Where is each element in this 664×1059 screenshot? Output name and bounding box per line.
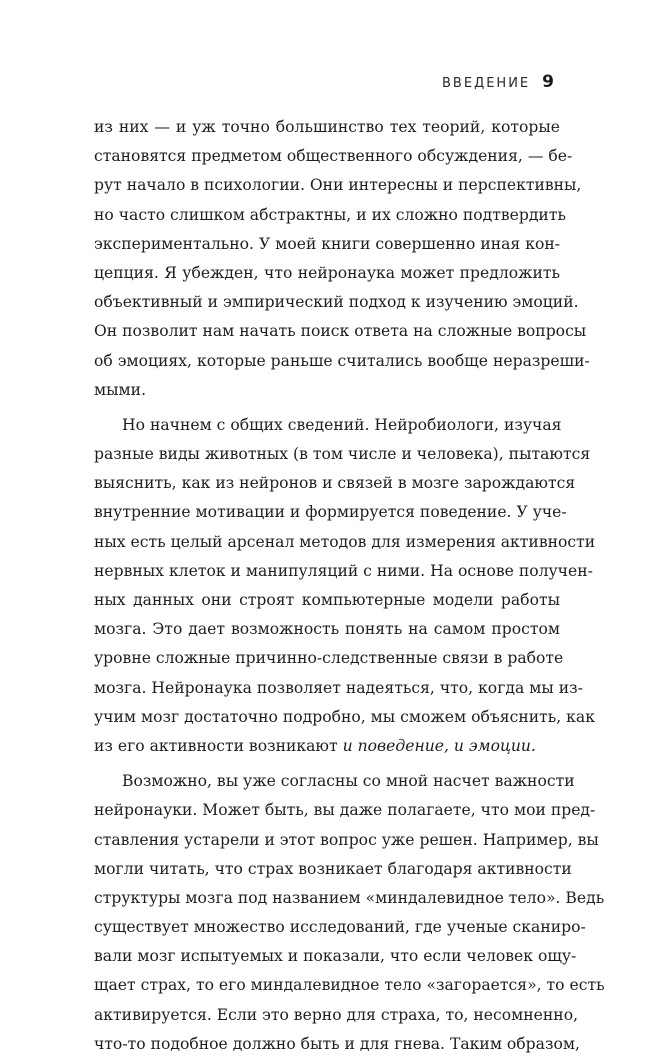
text-line: но часто слишком абстрактны, и их сложно подтвердить — [94, 205, 566, 224]
text-line: ных есть целый арсенал методов для измерения активности — [94, 532, 596, 551]
text-line: Он позволит нам начать поиск ответа на сложные вопросы — [94, 322, 587, 341]
paragraph-1 — [94, 113, 590, 405]
text-line: рут начало в психологии. Они интересны и перспективны, — [94, 176, 582, 195]
text-run: из его активности возникают — [94, 736, 343, 755]
text-line: разные виды животных (в том числе и человека), пытаются — [94, 445, 591, 464]
text-line: ставления устарели и этот вопрос уже решен. Например, вы — [94, 830, 599, 849]
text-line: выяснить, как из нейронов и связей в мозге зарождаются — [94, 474, 576, 493]
text-line: что-то подобное должно быть и для гнева. Таким образом, — [94, 1034, 580, 1053]
body-text — [94, 113, 605, 1059]
text-line: мозга. Нейронаука позволяет надеяться, что, когда мы из- — [94, 678, 583, 697]
text-line: становятся предметом общественного обсуждения, — бе- — [94, 147, 573, 166]
text-line: об эмоциях, которые раньше считались вообще неразреши- — [94, 351, 590, 370]
text-line: структуры мозга под названием «миндалевидное тело». Ведь — [94, 888, 605, 907]
text-line: из них — и уж точно большинство тех теорий, которые — [94, 118, 560, 136]
text-line: могли читать, что страх возникает благодаря активности — [94, 859, 572, 878]
section-title: ВВЕДЕНИЕ — [442, 76, 531, 91]
text-line: Но начнем с общих сведений. Нейробиологи, изучая — [122, 415, 562, 434]
paragraph-2 — [94, 411, 596, 761]
paragraph-3 — [94, 767, 605, 1059]
text-line — [94, 732, 560, 761]
text-line: мыми. — [94, 380, 147, 399]
text-line: существует множество исследований, где ученые сканиро- — [94, 918, 586, 937]
text-line: нервных клеток и манипуляций с ними. На основе получен- — [94, 561, 593, 580]
text-line: объективный и эмпирический подход к изучению эмоций. — [94, 293, 579, 312]
text-line: уровне сложные причинно-следственные связи в работе — [94, 649, 564, 668]
text-line: внутренние мотивации и формируется поведение. У уче- — [94, 503, 567, 522]
text-line: мозга. Это дает возможность понять на самом простом — [94, 620, 560, 639]
running-header — [442, 72, 554, 92]
text-line: цепция. Я убежден, что нейронаука может предложить — [94, 263, 560, 282]
text-line: щает страх, то его миндалевидное тело «загорается», то есть — [94, 976, 605, 995]
text-line: Возможно, вы уже согласны со мной насчет важности — [122, 772, 575, 791]
text-line: учим мозг достаточно подробно, мы сможем объяснить, как — [94, 707, 595, 726]
italic-emphasis: и поведение, и эмоции. — [342, 736, 536, 755]
text-line: вали мозг испытуемых и показали, что если человек ощу- — [94, 947, 577, 966]
text-line: активируется. Если это верно для страха, то, несомненно, — [94, 1005, 579, 1024]
page-number: 9 — [542, 72, 554, 92]
text-line: ных данных они строят компьютерные модели работы — [94, 591, 560, 609]
text-line: экспериментально. У моей книги совершенно иная кон- — [94, 234, 560, 253]
text-line: нейронауки. Может быть, вы даже полагаете, что мои пред- — [94, 801, 596, 820]
